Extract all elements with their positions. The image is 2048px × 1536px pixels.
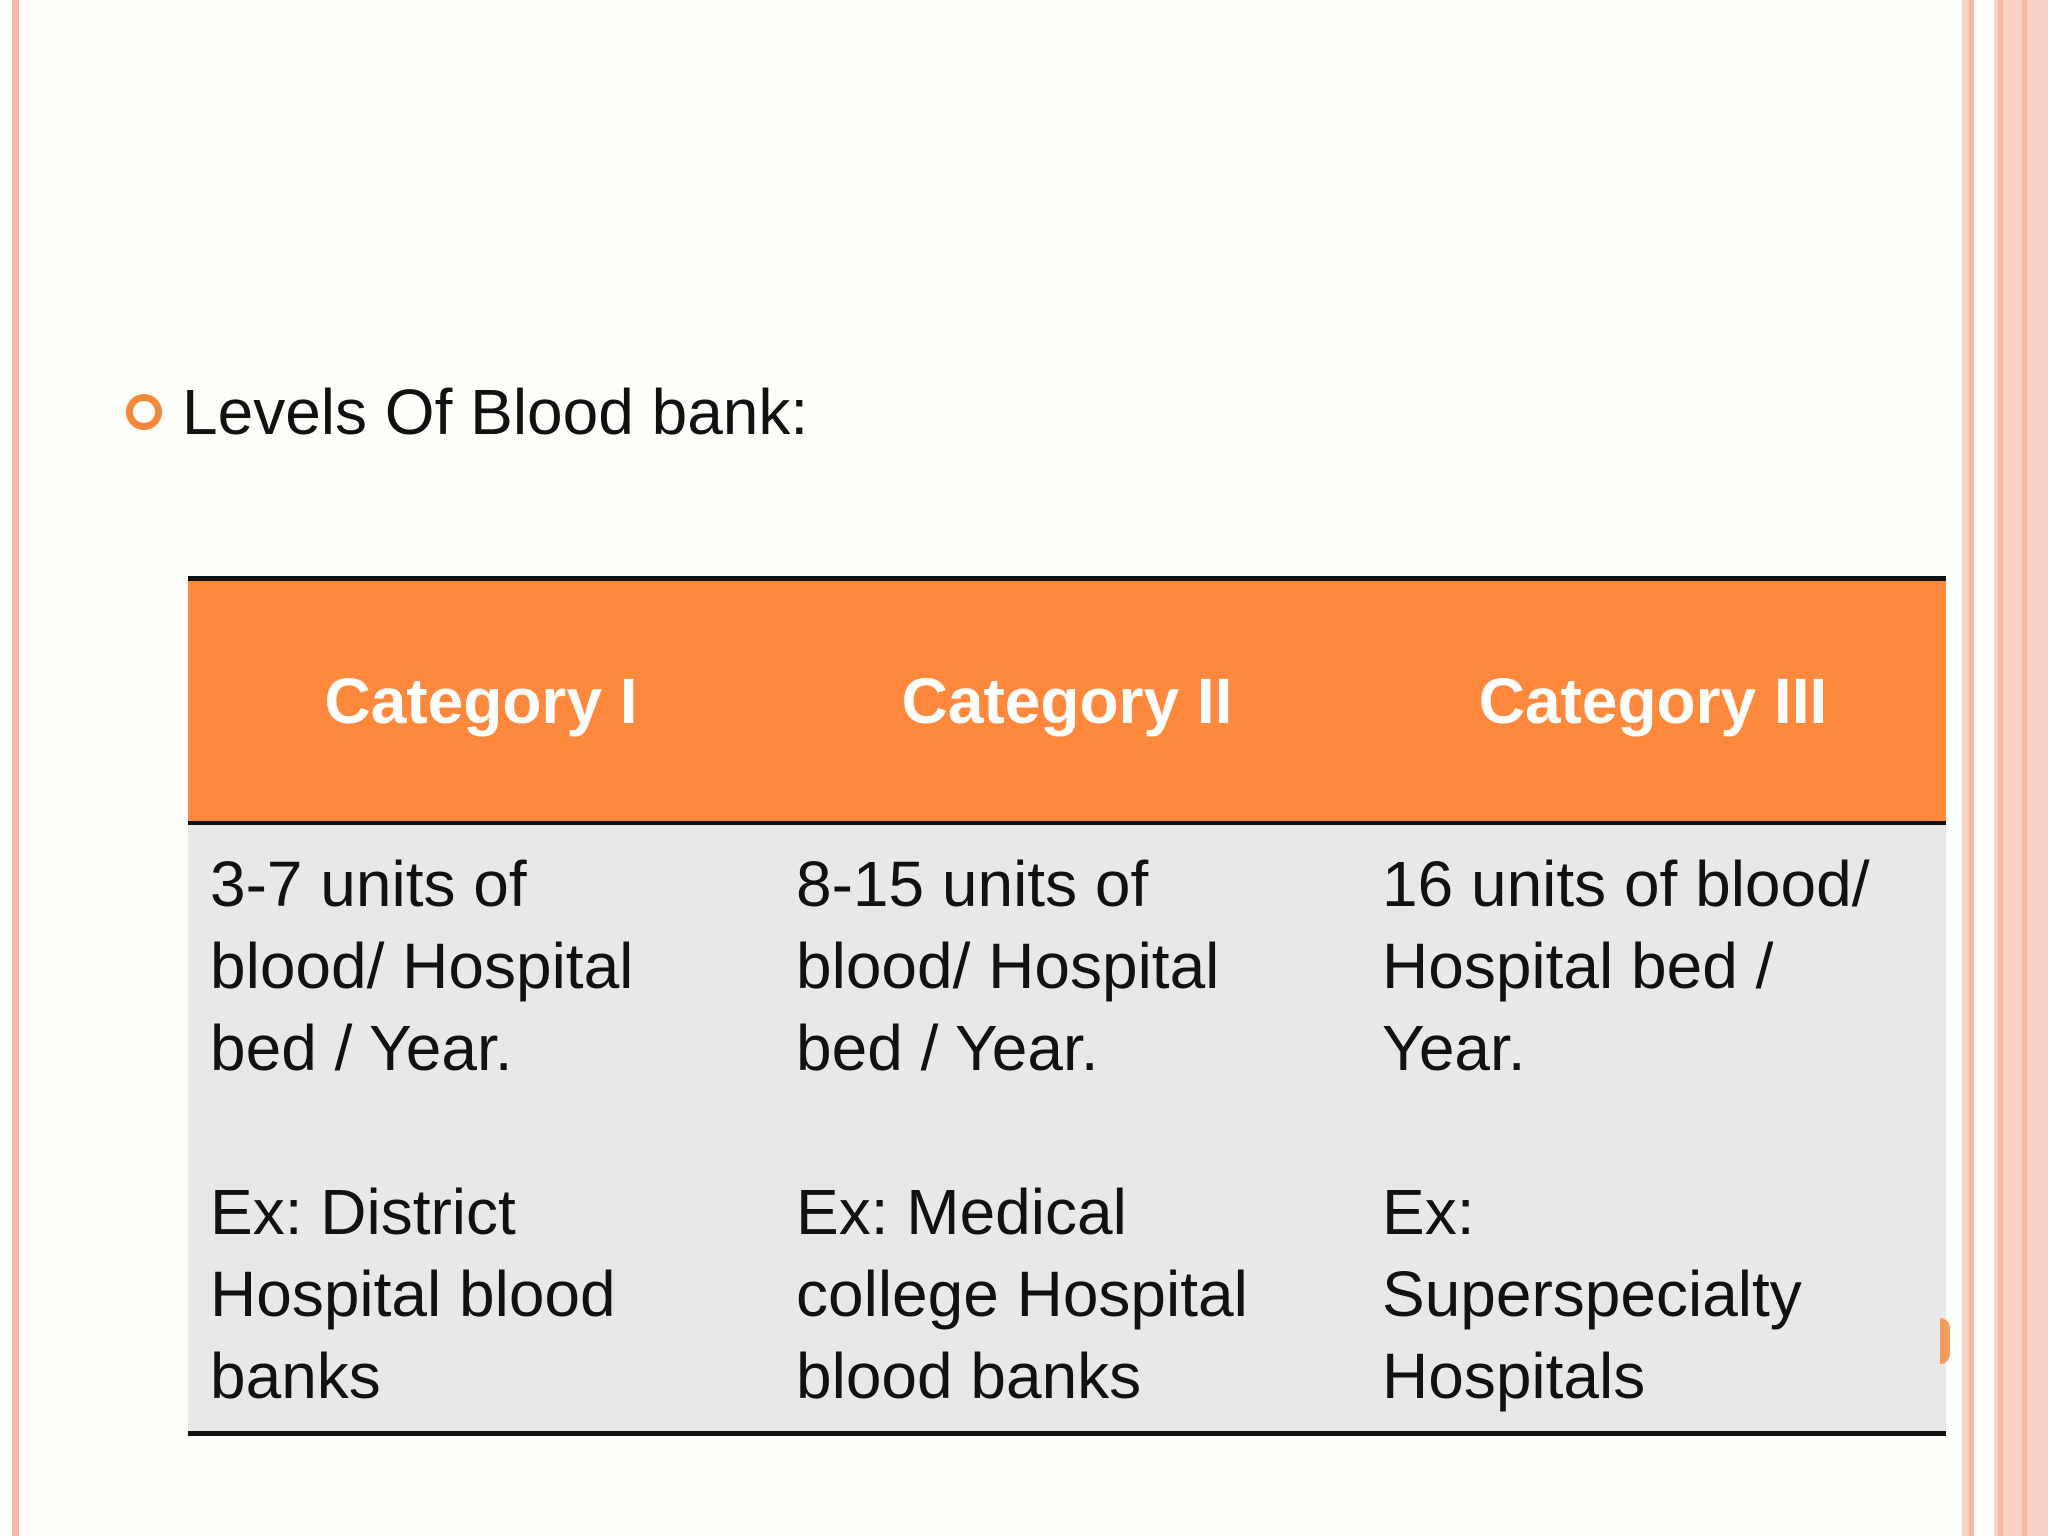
- cell-example-line: Hospital blood: [210, 1258, 616, 1330]
- table-row: [188, 823, 1946, 1434]
- cell-line: blood/ Hospital: [210, 930, 634, 1002]
- table-cell-category-2: [774, 823, 1360, 1434]
- bullet-point: [126, 372, 808, 452]
- bullet-text: Levels Of Blood bank:: [182, 376, 809, 448]
- header-category-2: Category II: [774, 579, 1360, 824]
- circle-bullet-icon: [126, 394, 162, 430]
- header-category-1: Category I: [188, 579, 774, 824]
- cell-line: bed / Year.: [210, 1012, 513, 1084]
- cell-example-line: Ex: District: [210, 1176, 516, 1248]
- orange-edge-mark: [1940, 1318, 1950, 1364]
- cell-line: blood/ Hospital: [796, 930, 1220, 1002]
- left-border-decoration: [12, 0, 19, 1536]
- cell-line: 3-7 units of: [210, 848, 527, 920]
- cell-spacer: [210, 1089, 754, 1171]
- table-cell-category-1: [188, 823, 774, 1434]
- blood-bank-levels-table: [188, 576, 1946, 1436]
- cell-line: 8-15 units of: [796, 848, 1149, 920]
- cell-example-line: Hospitals: [1382, 1340, 1646, 1412]
- cell-example-line: Ex:: [1382, 1176, 1475, 1248]
- table-header-row: [188, 579, 1946, 824]
- cell-example-line: banks: [210, 1340, 381, 1412]
- cell-example-line: Ex: Medical: [796, 1176, 1127, 1248]
- cell-line: Hospital bed /: [1382, 930, 1774, 1002]
- cell-line: Year.: [1382, 1012, 1526, 1084]
- table-cell-category-3: [1360, 823, 1946, 1434]
- cell-spacer: [796, 1089, 1340, 1171]
- cell-line: bed / Year.: [796, 1012, 1099, 1084]
- cell-example-line: blood banks: [796, 1340, 1142, 1412]
- cell-spacer: [1382, 1089, 1926, 1171]
- cell-line: 16 units of blood/: [1382, 848, 1870, 920]
- header-category-3: Category III: [1360, 579, 1946, 824]
- right-border-line: [1998, 0, 2003, 1536]
- cell-example-line: Superspecialty: [1382, 1258, 1802, 1330]
- right-border-gap: [1974, 0, 1994, 1536]
- right-border-line: [2022, 0, 2027, 1536]
- cell-example-line: college Hospital: [796, 1258, 1248, 1330]
